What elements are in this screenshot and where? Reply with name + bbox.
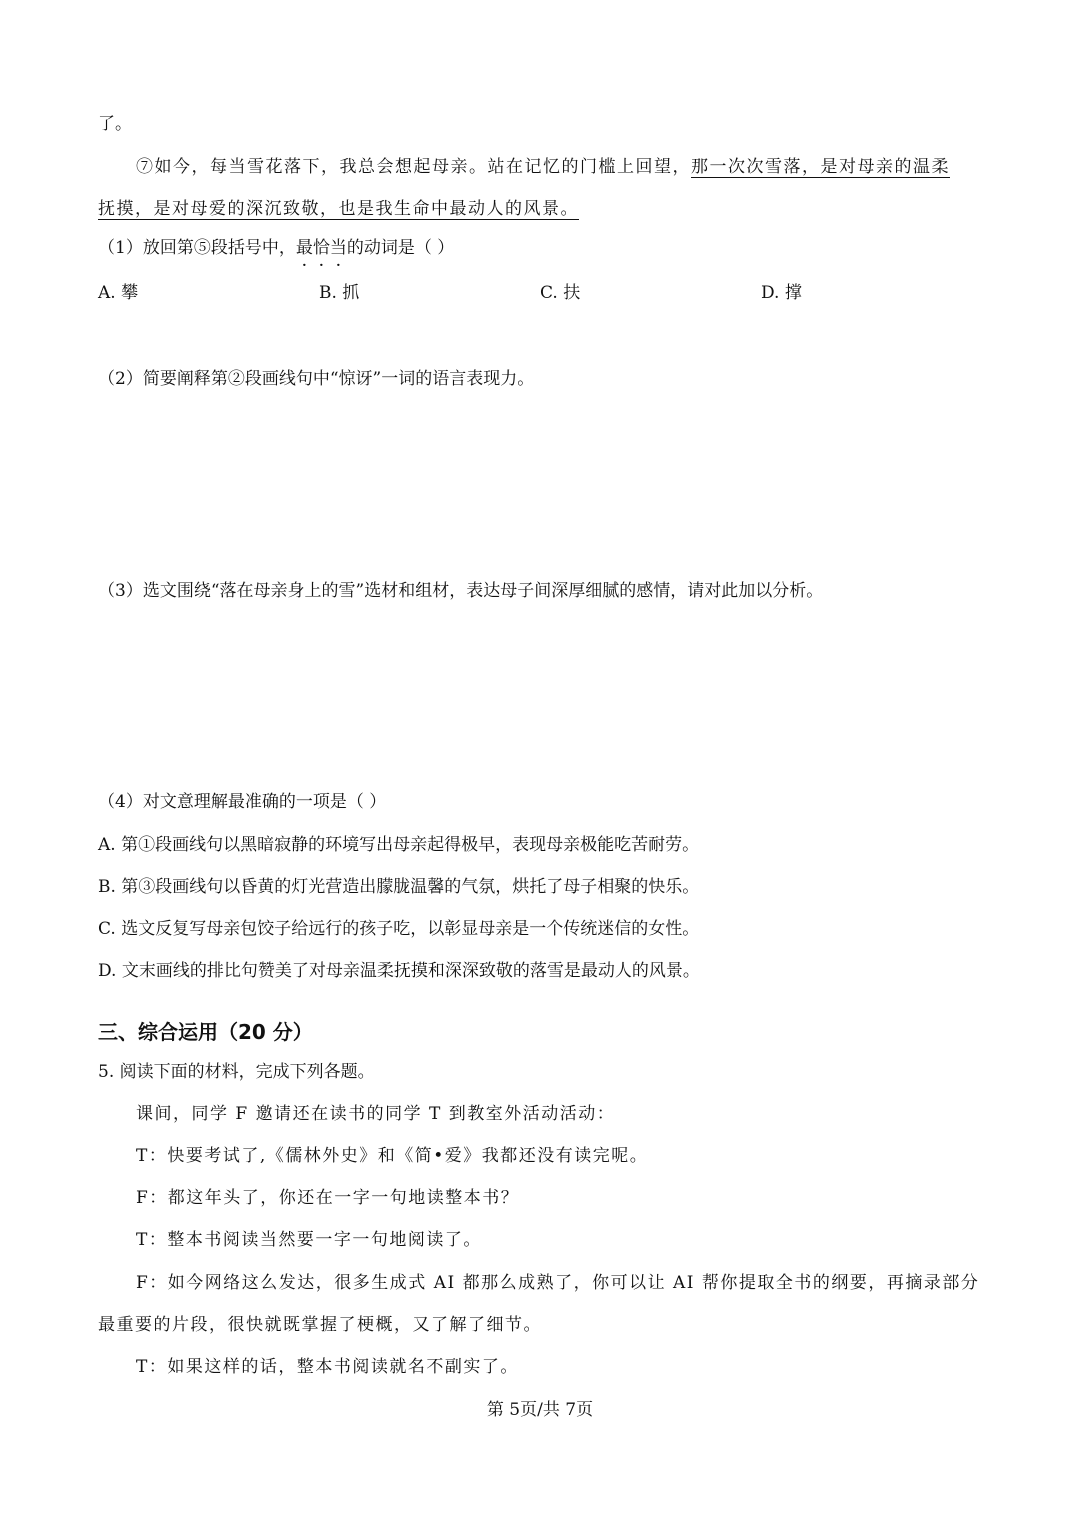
dialogue-line: T：快要考试了,《儒林外史》和《简•爱》我都还没有读完呢。 [136,1146,649,1166]
question-4-stem: （4）对文意理解最准确的一项是（ ） [98,792,387,812]
question-1-option-d: D. 撑 [761,283,802,303]
question-4-option-d: D. 文末画线的排比句赞美了对母亲温柔抚摸和深深致敬的落雪是最动人的风景。 [98,961,700,981]
question-1-stem [98,236,454,260]
question-4-option-c: C. 选文反复写母亲包饺子给远行的孩子吃，以彰显母亲是一个传统迷信的女性。 [98,919,700,939]
question-1-option-c: C. 扶 [540,283,581,303]
question-1-stem-b: 的动词是（ ） [346,238,455,258]
question-2: （2）简要阐释第②段画线句中“惊讶”一词的语言表现力。 [98,369,535,389]
dialogue-line: F：都这年头了，你还在一字一句地读整本书？ [136,1188,520,1208]
dialogue-line: 最重要的片段，很快就既掌握了梗概，又了解了细节。 [98,1315,542,1335]
question-1-option-b: B. 抓 [319,283,360,303]
dialogue-line: T：整本书阅读当然要一字一句地阅读了。 [136,1230,482,1250]
dotted-char: 最 [295,238,313,258]
paragraph-7-line-2 [98,197,579,221]
paragraph-7-underline-1: 那一次次雪落，是对母亲的温柔 [691,157,950,177]
dotted-char: 当 [329,238,347,258]
question-3: （3）选文围绕“落在母亲身上的雪”选材和组材，表达母子间深厚细腻的感情，请对此加以分析。 [98,581,824,601]
paragraph-7-plain: ⑦如今，每当雪花落下，我总会想起母亲。站在记忆的门槛上回望， [136,157,691,177]
section-heading: 三、综合运用（20 分） [98,1020,313,1044]
text-line-continuation: 了。 [98,114,132,134]
question-4-option-b: B. 第③段画线句以昏黄的灯光营造出朦胧温馨的气氛，烘托了母子相聚的快乐。 [98,877,700,897]
paragraph-7-line-1 [136,155,950,179]
dialogue-line: F：如今网络这么发达，很多生成式 AI 都那么成熟了，你可以让 AI 帮你提取全书的纲要，再摘录部分 [136,1273,980,1293]
dialogue-line: 课间，同学 F 邀请还在读书的同学 T 到教室外活动活动： [136,1104,616,1124]
question-5-stem: 5. 阅读下面的材料，完成下列各题。 [98,1062,375,1082]
question-1-stem-a: （1）放回第⑤段括号中， [98,238,296,258]
dotted-char: 恰 [312,238,330,258]
page-footer: 第 5页/共 7页 [486,1400,594,1420]
question-1-option-a: A. 攀 [98,283,139,303]
question-4-option-a: A. 第①段画线句以黑暗寂静的环境写出母亲起得极早，表现母亲极能吃苦耐劳。 [98,835,700,855]
dialogue-line: T：如果这样的话，整本书阅读就名不副实了。 [136,1357,519,1377]
paragraph-7-underline-2: 抚摸，是对母爱的深沉致敬，也是我生命中最动人的风景。 [98,199,579,219]
